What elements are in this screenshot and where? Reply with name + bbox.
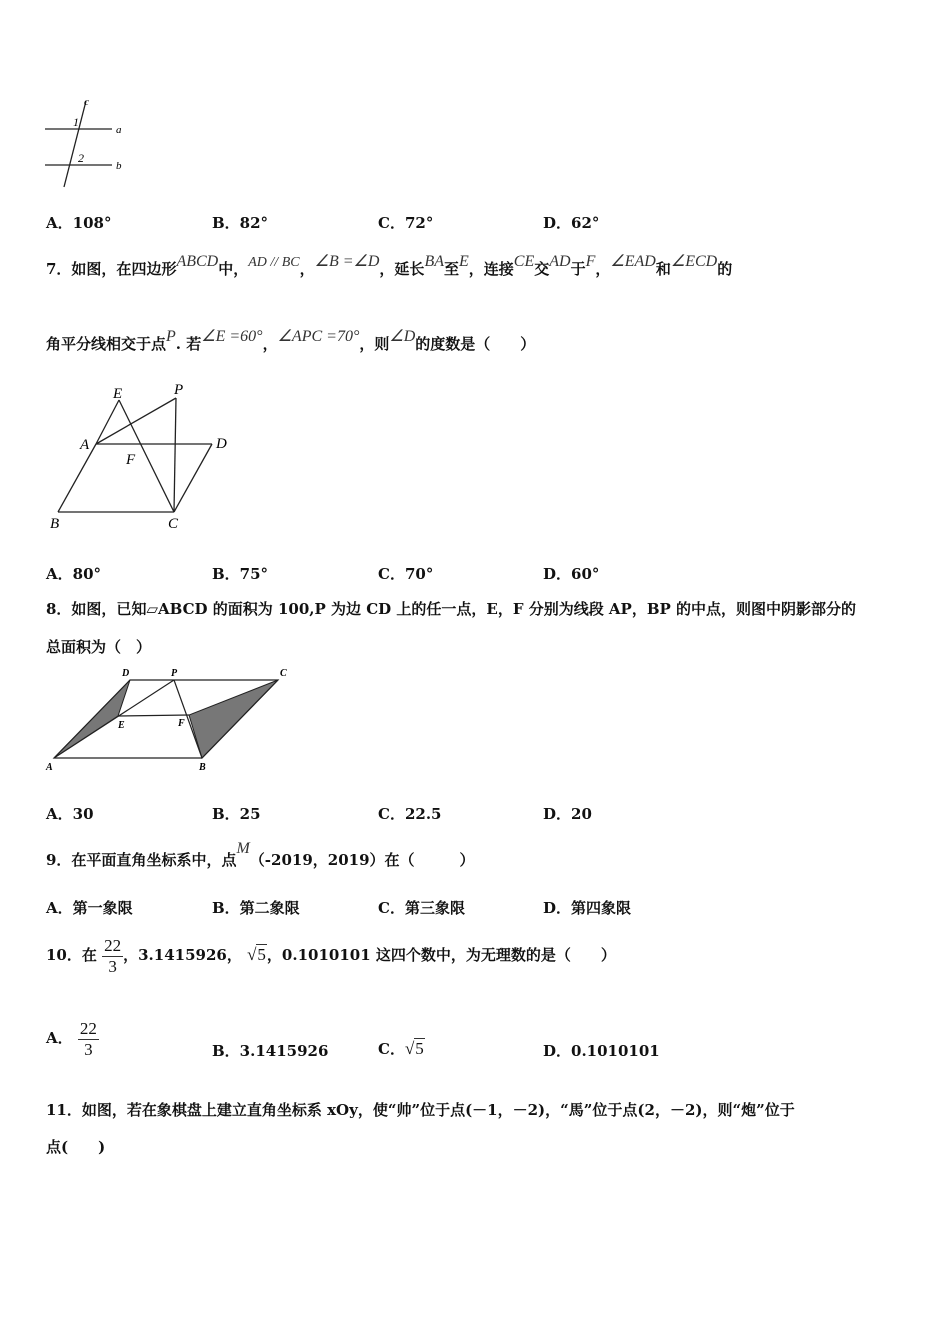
q10-option-c[interactable] [378,1038,425,1059]
label-e: E [118,720,125,731]
q9-option-a[interactable]: A．第一象限 [46,899,133,917]
q8-stem-line1: 8．如图，已知▱ABCD 的面积为 100,P 为边 CD 上的任一点，E，F 分别为线段 AP，BP 的中点，则图中阴影部分的 [46,600,857,618]
q7-math-e-60: ∠E =60° [201,328,263,345]
q7-text: . 若 [175,335,202,353]
q7-text: 的 [717,260,733,278]
q7-option-c[interactable]: C．70° [378,565,434,583]
q7-text: 的度数是（ ） [415,335,536,353]
q7-math-b-eq-d: ∠B =∠D [314,253,380,270]
q7-text: ， [299,260,315,278]
q9-text: （-2019，2019）在（ ） [249,851,475,869]
label-p: P [171,668,178,679]
q7-text: 7．如图，在四边形 [46,260,177,278]
option-label: A． [46,1029,73,1047]
q8-stem-line2: 总面积为（ ） [46,638,152,656]
q9-stem [46,840,475,870]
q7-math-ce: CE [513,253,535,270]
q10-option-a-fraction [78,1019,99,1060]
q7-math-e: E [459,253,469,270]
q7-math-ba: BA [424,253,444,270]
fraction-denominator: 3 [84,1039,93,1059]
q7-math-ead: ∠EAD [610,253,656,270]
label-a: A [46,762,53,773]
label-c: C [168,516,179,532]
q6-option-d[interactable]: D．62° [543,214,600,232]
label-d: D [216,436,227,452]
q10-option-c-sqrt: √5 [404,1039,424,1058]
q10-option-b[interactable]: B．3.1415926 [212,1042,329,1060]
q9-option-d[interactable]: D．第四象限 [543,899,632,917]
q7-text: 和 [655,260,671,278]
line-c [64,101,86,187]
q10-sqrt: √5 [247,945,266,964]
q10-fraction [102,936,123,977]
q8-option-b[interactable]: B．25 [212,805,261,823]
q7-text: ， [595,260,611,278]
fraction-numerator: 22 [104,935,122,955]
q10-text: 10．在 [46,946,97,964]
q9-math-m: M [236,840,250,857]
q9-text: 9．在平面直角坐标系中，点 [46,851,237,869]
q7-text: 至 [443,260,459,278]
q10-stem [46,933,616,977]
option-label: C． [378,1040,405,1058]
q6-option-b[interactable]: B．82° [212,214,269,232]
q7-text: 交 [534,260,550,278]
label-p: P [174,382,184,398]
q7-stem-line1 [46,253,733,279]
label-d: D [122,668,130,679]
q7-text: ，则 [359,335,390,353]
q7-math-ad: AD [549,253,571,270]
sqrt-radicand: 5 [257,945,266,964]
q7-text: 中， [218,260,249,278]
q7-text: 角平分线相交于点 [46,335,167,353]
label-e: E [113,386,123,402]
q7-text: ，延长 [379,260,425,278]
q11-stem-line2: 点( ) [46,1138,106,1156]
q7-math-ecd: ∠ECD [670,253,718,270]
q7-math-angle-d: ∠D [389,328,416,345]
q8-option-d[interactable]: D．20 [543,805,592,823]
label-a: A [80,437,90,453]
q7-math-f: F [585,253,596,270]
q7-stem-line2 [46,328,536,354]
label-b: b [116,160,122,172]
q10-option-a[interactable] [46,1016,99,1060]
label-b: B [50,516,60,532]
label-a: a [116,124,122,136]
q6-figure [40,95,140,195]
label-c: c [84,96,89,108]
q7-math-apc-70: ∠APC =70° [277,328,360,345]
q7-text: ， [262,335,278,353]
q7-text: ，连接 [468,260,514,278]
q10-text: ，3.1415926， [123,946,242,964]
q8-option-a[interactable]: A．30 [46,805,94,823]
q7-math-abcd: ABCD [176,253,219,270]
q7-figure [40,378,250,538]
q8-figure [40,664,300,778]
label-c: C [280,668,287,679]
q7-option-a[interactable]: A．80° [46,565,102,583]
q11-stem-line1: 11．如图，若在象棋盘上建立直角坐标系 xOy，使“帅”位于点(－1，－2)，“馬”位于点(2，－2)，则“炮”位于 [46,1101,795,1119]
label-f: F [178,718,185,729]
q7-math-p: P [166,328,176,345]
label-b: B [199,762,206,773]
q10-option-d[interactable]: D．0.1010101 [543,1042,660,1060]
q7-text: 于 [570,260,586,278]
label-f: F [126,452,136,468]
label-angle-1: 1 [73,115,79,129]
q9-option-c[interactable]: C．第三象限 [378,899,465,917]
q6-option-a[interactable]: A．108° [46,214,112,232]
q9-option-b[interactable]: B．第二象限 [212,899,300,917]
shaded-triangle-right [189,680,278,758]
q8-option-c[interactable]: C．22.5 [378,805,442,823]
q6-option-c[interactable]: C．72° [378,214,434,232]
q7-math-ad-parallel-bc: AD // BC [248,255,300,270]
label-angle-2: 2 [78,151,84,165]
fraction-denominator: 3 [108,956,117,976]
sqrt-radicand: 5 [415,1039,424,1058]
fraction-numerator: 22 [79,1018,97,1038]
q7-option-d[interactable]: D．60° [543,565,600,583]
q7-option-b[interactable]: B．75° [212,565,269,583]
q10-text: ，0.1010101 这四个数中，为无理数的是（ ） [266,946,616,964]
